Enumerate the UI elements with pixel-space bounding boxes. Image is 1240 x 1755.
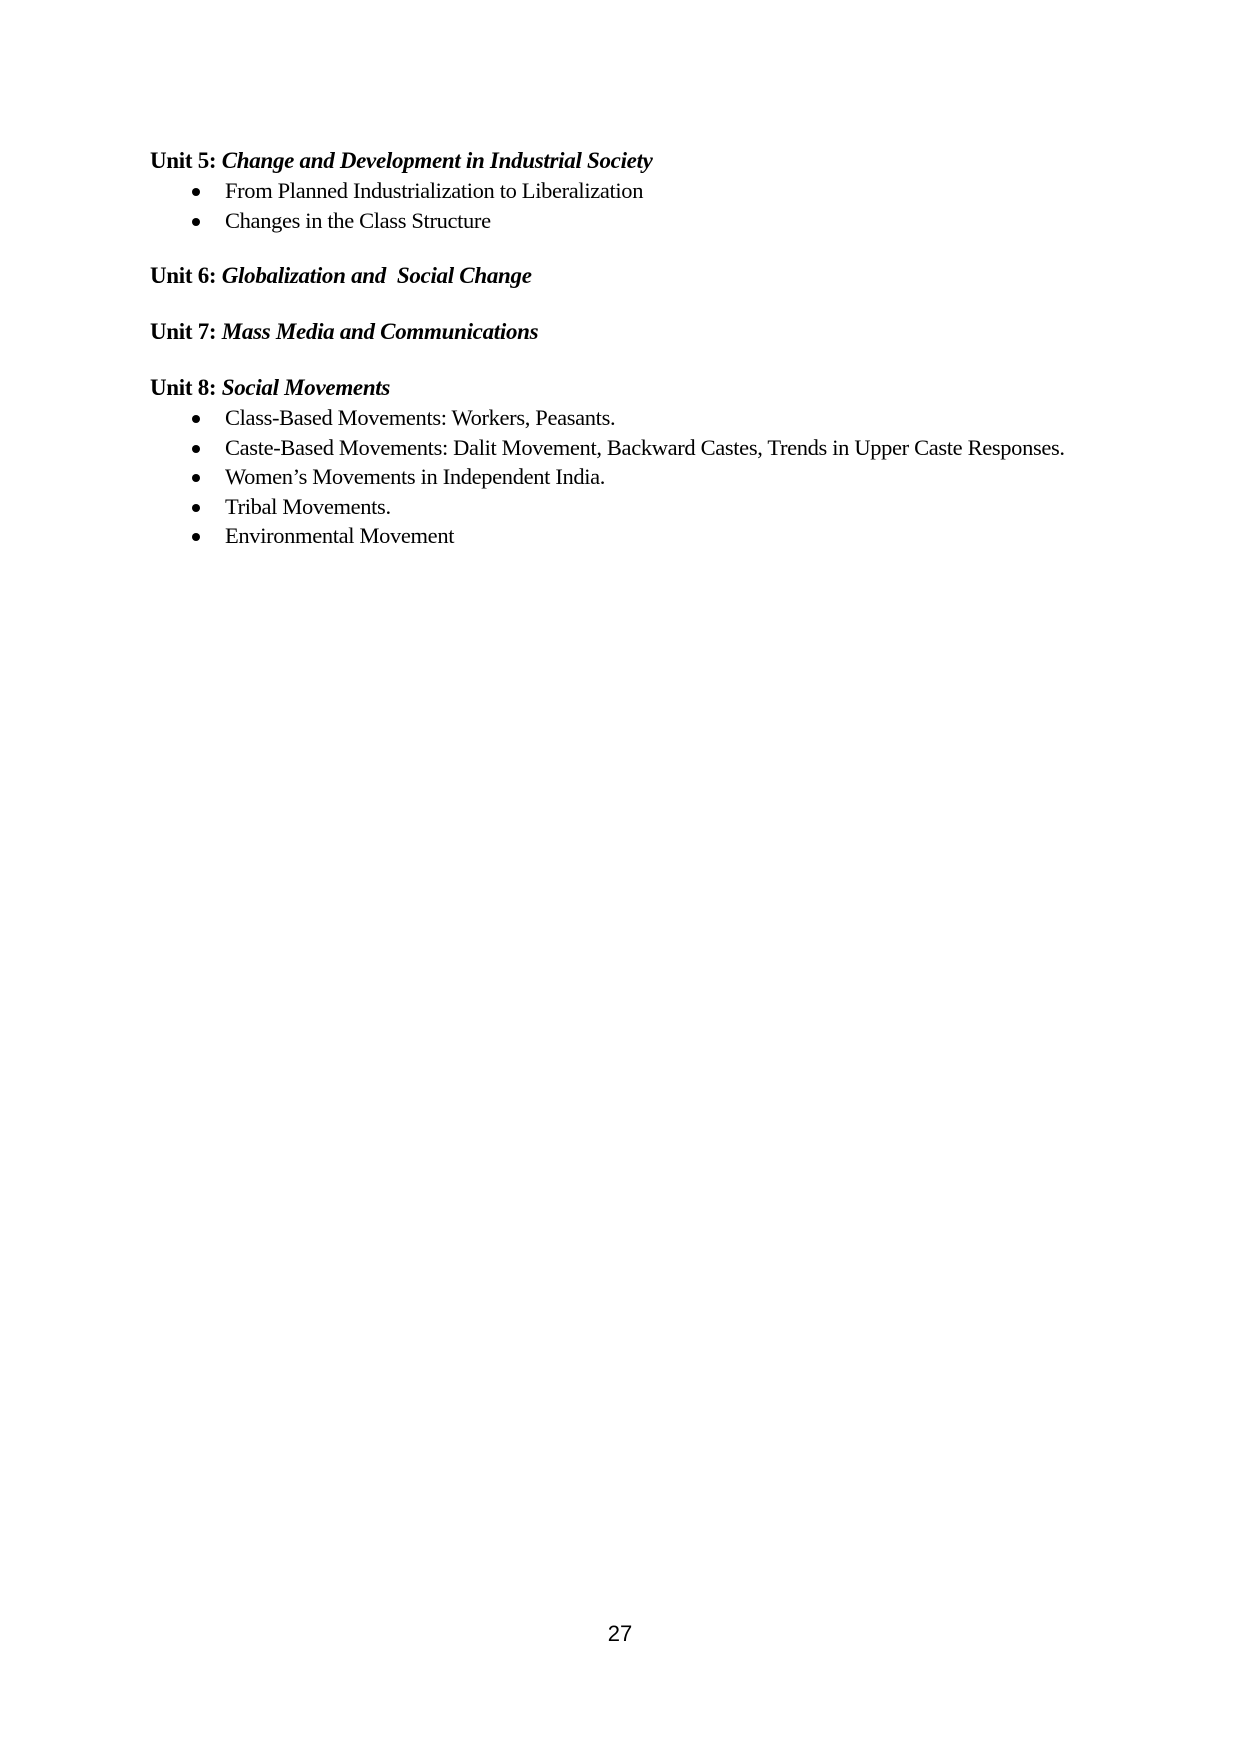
list-item bbox=[150, 206, 1090, 236]
page-number: 27 bbox=[607, 1621, 633, 1646]
list-item bbox=[150, 462, 1090, 492]
unit-label: Unit 6: bbox=[150, 263, 222, 288]
unit-heading bbox=[150, 373, 1090, 403]
bullet-icon bbox=[192, 474, 200, 482]
bullet-icon bbox=[192, 445, 200, 453]
unit-heading bbox=[150, 317, 1090, 347]
unit-8 bbox=[150, 373, 1090, 551]
topic-text: From Planned Industrialization to Liberalization bbox=[225, 178, 644, 203]
bullet-icon bbox=[192, 218, 200, 226]
list-item bbox=[150, 521, 1090, 551]
list-item bbox=[150, 176, 1090, 206]
unit-heading bbox=[150, 261, 1090, 291]
unit-title: Mass Media and Communications bbox=[221, 319, 539, 344]
unit-label: Unit 5: bbox=[150, 148, 222, 173]
syllabus-content bbox=[150, 146, 1090, 577]
unit-title: Change and Development in Industrial Society bbox=[221, 148, 653, 173]
topic-list bbox=[150, 403, 1090, 551]
topic-text: Environmental Movement bbox=[225, 523, 455, 548]
bullet-icon bbox=[192, 533, 200, 541]
topic-text: Caste-Based Movements: Dalit Movement, Backward Castes, Trends in Upper Caste Responses. bbox=[225, 434, 1065, 460]
unit-title: Social Movements bbox=[221, 375, 391, 400]
unit-label: Unit 7: bbox=[150, 319, 222, 344]
topic-text: Class-Based Movements: Workers, Peasants. bbox=[225, 405, 616, 430]
topic-list bbox=[150, 176, 1090, 235]
unit-heading bbox=[150, 146, 1090, 176]
unit-title: Globalization and Social Change bbox=[221, 263, 532, 288]
bullet-icon bbox=[192, 188, 200, 196]
unit-5 bbox=[150, 146, 1090, 235]
unit-6 bbox=[150, 261, 1090, 291]
unit-7 bbox=[150, 317, 1090, 347]
topic-text: Tribal Movements. bbox=[225, 493, 391, 519]
list-item bbox=[150, 492, 1090, 522]
list-item bbox=[150, 403, 1090, 433]
unit-label: Unit 8: bbox=[150, 375, 222, 400]
bullet-icon bbox=[192, 504, 200, 512]
topic-text: Women’s Movements in Independent India. bbox=[225, 464, 606, 489]
bullet-icon bbox=[192, 415, 200, 423]
topic-text: Changes in the Class Structure bbox=[225, 207, 491, 233]
list-item bbox=[150, 433, 1090, 463]
